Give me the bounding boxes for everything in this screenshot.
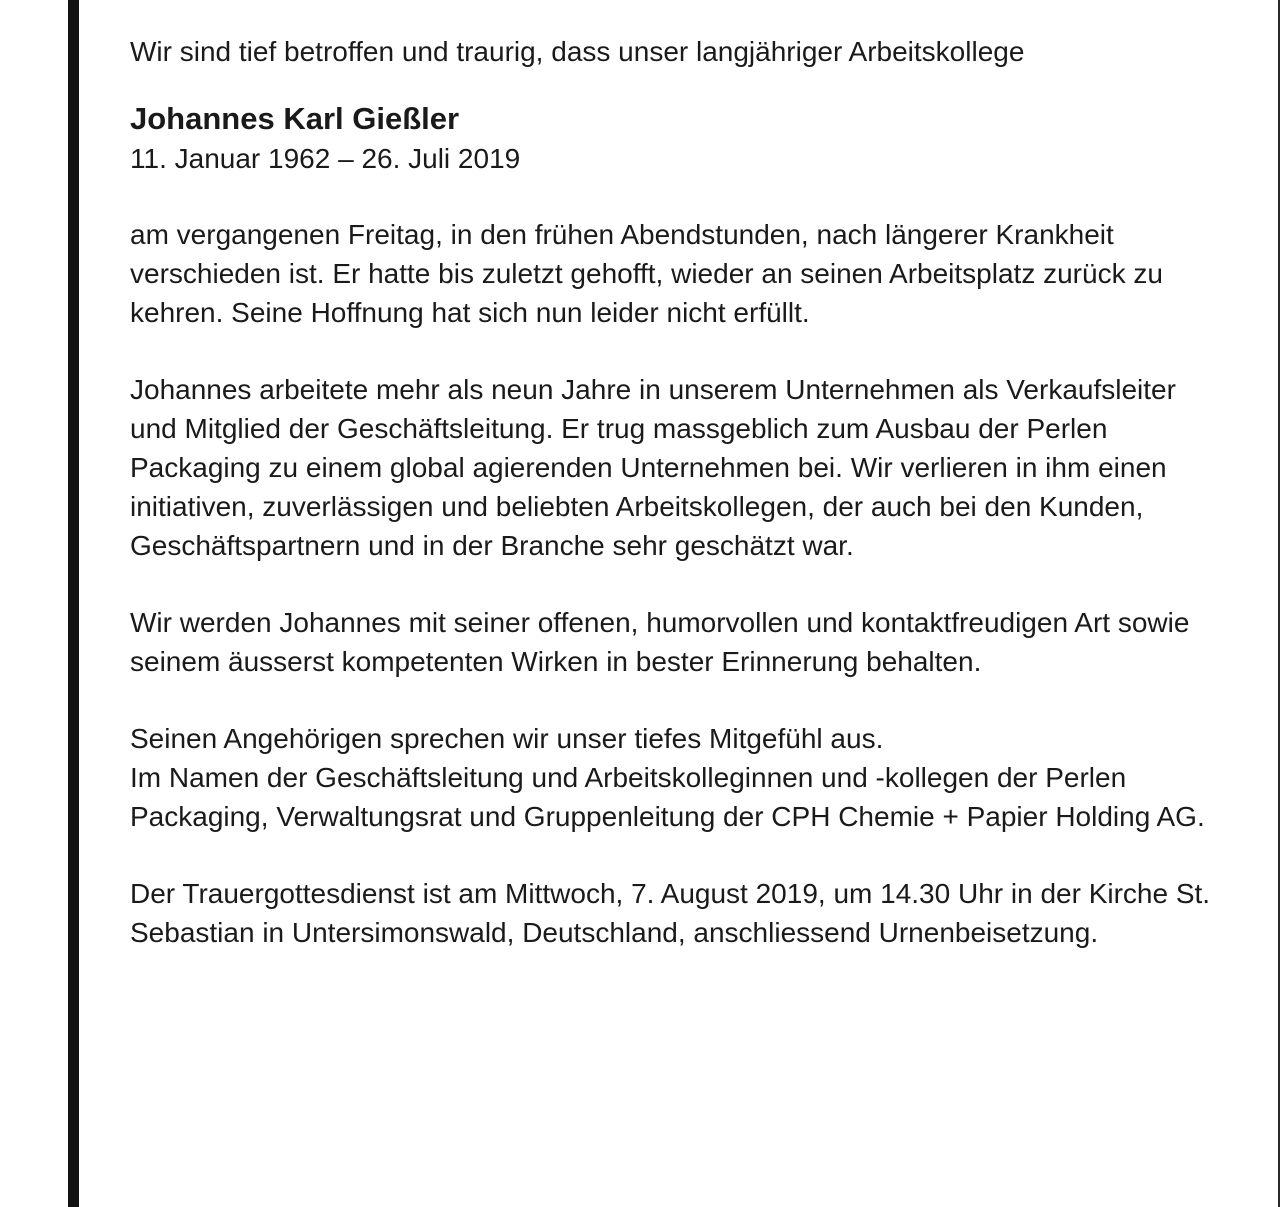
- paragraph-career: Johannes arbeitete mehr als neun Jahre in unserem Unternehmen als Verkaufsleiter und Mitglied der Geschäftsleitung. Er trug massgeblich zum Ausbau der Perlen Packaging zu einem global agierenden Unternehmen bei. Wir verlieren in ihm einen initiativen, zuverlässigen und beliebten Arbeitskollegen, der auch bei den Kunden, Geschäftspartnern und in der Branche sehr geschätzt war.: [130, 374, 1176, 561]
- condolence-text: Seinen Angehörigen sprechen wir unser tiefes Mitgefühl aus.: [130, 723, 884, 754]
- deceased-name: Johannes Karl Gießler: [130, 101, 460, 136]
- life-dates: 11. Januar 1962 – 26. Juli 2019: [130, 143, 521, 174]
- paragraph-remembrance: Wir werden Johannes mit seiner offenen, humorvollen und kontaktfreudigen Art sowie seinem äusserst kompetenten Wirken in bester Erinnerung behalten.: [130, 607, 1190, 677]
- intro-text: Wir sind tief betroffen und traurig, dass unser langjähriger Arbeitskollege: [130, 36, 1025, 67]
- service-details: Der Trauergottesdienst ist am Mittwoch, 7. August 2019, um 14.30 Uhr in der Kirche St. Sebastian in Untersimonswald, Deutschland, anschliessend Urnenbeisetzung.: [130, 878, 1211, 948]
- left-black-rule: [68, 0, 79, 1207]
- signature-text: Im Namen der Geschäftsleitung und Arbeitskolleginnen und -kollegen der Perlen Packaging, Verwaltungsrat und Gruppenleitung der CPH Chemie + Papier Holding AG.: [130, 762, 1205, 832]
- paragraph-passing: am vergangenen Freitag, in den frühen Abendstunden, nach längerer Krankheit verschieden ist. Er hatte bis zuletzt gehofft, wieder an seinen Arbeitsplatz zurück zu kehren. Seine Hoffnung hat sich nun leider nicht erfüllt.: [130, 219, 1163, 328]
- notice-content: [130, 32, 1220, 952]
